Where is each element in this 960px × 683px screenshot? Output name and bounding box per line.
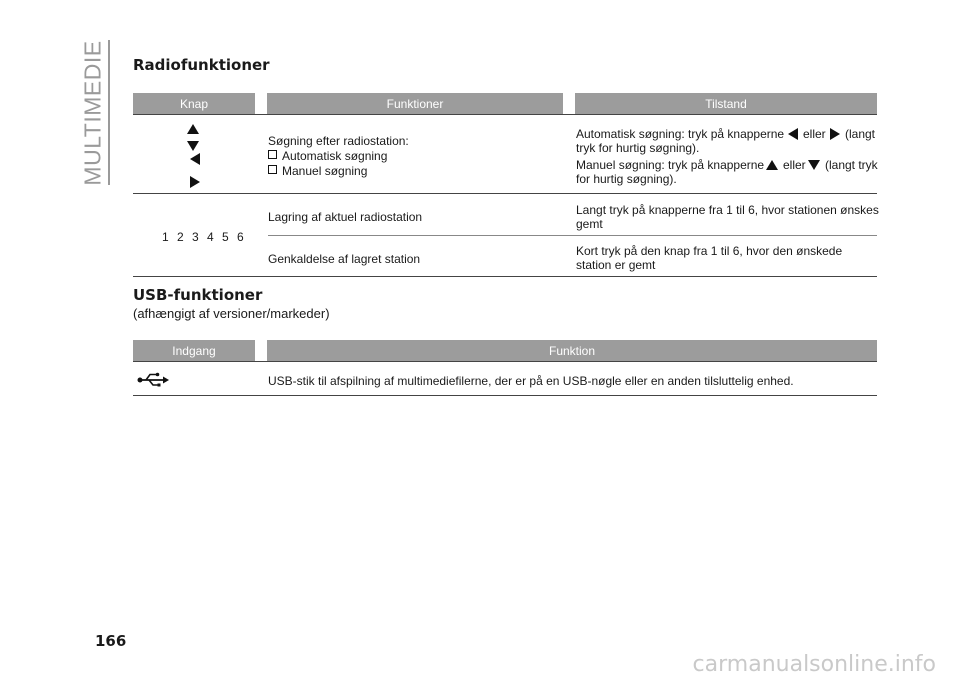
state-manual-text-c: for hurtig søgning). [576, 172, 677, 186]
header-tilstand: Tilstand [705, 97, 747, 111]
store-station-function: Lagring af aktuel radiostation [268, 210, 423, 224]
state-manual-text: Manuel søgning: tryk på knapperne [576, 158, 765, 172]
usb-description: USB-stik til afspilning af multimediefilerne, der er på en USB-nøgle eller en anden tilsluttelig enhed. [268, 374, 794, 388]
table-rule [133, 361, 877, 362]
usb-table-header [133, 340, 877, 361]
recall-station-function: Genkaldelse af lagret station [268, 252, 421, 266]
header-funktioner: Funktioner [386, 97, 444, 111]
triangle-up-icon [187, 124, 199, 134]
table-rule [133, 114, 877, 115]
table-rule [133, 193, 877, 194]
recall-station-state: Kort tryk på den knap fra 1 til 6, hvor den ønskede [576, 244, 843, 258]
state-auto-text-c: tryk for hurtig søgning). [576, 141, 700, 155]
table-rule [268, 235, 877, 236]
table-rule [133, 276, 877, 277]
checkbox-bullet-icon [268, 165, 277, 174]
radio-table-header [133, 93, 877, 114]
section-side-tab-label: MULTIMEDIE [79, 39, 106, 186]
state-auto-or: eller [803, 127, 826, 141]
usb-icon [137, 372, 171, 388]
header-funktion: Funktion [548, 344, 596, 358]
triangle-right-icon [830, 128, 840, 140]
function-item: Manuel søgning [268, 164, 367, 178]
header-knap: Knap [179, 97, 209, 111]
triangle-down-icon [187, 141, 199, 151]
state-auto-text: Automatisk søgning: tryk på knapperne [576, 127, 785, 141]
store-station-state-b: gemt [576, 217, 603, 231]
state-manual-text-b: (langt tryk [825, 158, 878, 172]
store-station-state: Langt tryk på knapperne fra 1 til 6, hvor stationen ønskes [576, 203, 879, 217]
recall-station-state-b: station er gemt [576, 258, 656, 272]
usb-section-title: USB-funktioner [133, 286, 263, 304]
triangle-left-icon [788, 128, 798, 140]
checkbox-bullet-icon [268, 150, 277, 159]
search-function-title: Søgning efter radiostation: [268, 134, 409, 148]
section-side-tab [78, 40, 108, 185]
triangle-up-icon [766, 160, 778, 170]
state-auto-text-b: (langt [845, 127, 876, 141]
preset-buttons-label: 1 2 3 4 5 6 [162, 230, 247, 244]
header-indgang: Indgang [172, 344, 216, 358]
function-item: Automatisk søgning [268, 149, 387, 163]
radio-section-title: Radiofunktioner [133, 56, 270, 74]
triangle-right-icon [190, 176, 200, 188]
table-rule [133, 395, 877, 396]
watermark: carmanualsonline.info [692, 652, 936, 677]
page-number: 166 [95, 632, 127, 650]
triangle-down-icon [808, 160, 820, 170]
state-manual-or: eller [783, 158, 806, 172]
side-tab-divider [108, 40, 110, 185]
usb-section-subtitle: (afhængigt af versioner/markeder) [133, 306, 330, 321]
triangle-left-icon [190, 153, 200, 165]
